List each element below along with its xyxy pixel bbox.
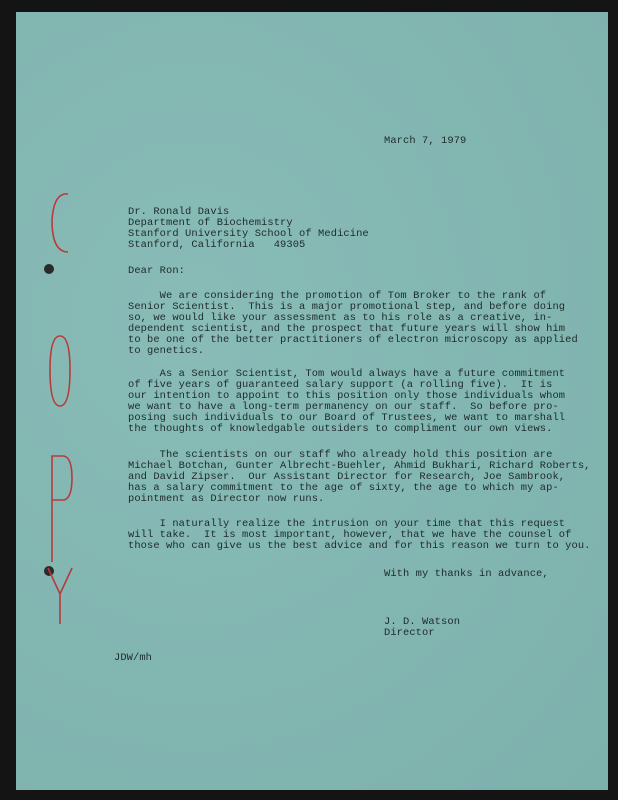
- body-line: to be one of the better practitioners of electron microscopy as applied: [128, 334, 578, 346]
- closing: With my thanks in advance,: [384, 568, 549, 580]
- body-line: of five years of guaranteed salary support (a rolling five). It is: [128, 379, 553, 391]
- copy-stamp-letter-c: [52, 194, 68, 252]
- body-line: will take. It is most important, however, that we have the counsel of: [128, 529, 572, 541]
- signer-name: J. D. Watson: [384, 616, 461, 628]
- body-line: so, we would like your assessment as to his role as a creative, in-: [128, 312, 553, 324]
- address-line: Stanford University School of Medicine: [128, 228, 369, 240]
- body-line: and David Zipser. Our Assistant Director for Research, Joe Sambrook,: [128, 471, 566, 483]
- body-line: We are considering the promotion of Tom Broker to the rank of: [128, 290, 547, 302]
- signer-title: Director: [384, 627, 435, 639]
- copy-stamp-letter-p: [52, 456, 72, 562]
- copy-stamp: [40, 186, 80, 626]
- body-line: our intention to appoint to this position only those individuals whom: [128, 390, 566, 402]
- copy-stamp-letter-y: [48, 568, 72, 624]
- body-line: those who can give us the best advice and for this reason we turn to you.: [128, 540, 591, 552]
- body-line: to genetics.: [128, 345, 205, 357]
- body-line: Senior Scientist. This is a major promotional step, and before doing: [128, 301, 566, 313]
- body-line: I naturally realize the intrusion on your time that this request: [128, 518, 566, 530]
- address-line: Dr. Ronald Davis: [128, 206, 230, 218]
- body-line: pointment as Director now runs.: [128, 493, 325, 505]
- body-line: The scientists on our staff who already hold this position are: [128, 449, 553, 461]
- body-line: dependent scientist, and the prospect that future years will show him: [128, 323, 566, 335]
- address-line: Department of Biochemistry: [128, 217, 293, 229]
- body-line: posing such individuals to our Board of Trustees, we want to marshall: [128, 412, 566, 424]
- salutation: Dear Ron:: [128, 265, 186, 277]
- body-line: we want to have a long-term permanency on our staff. So before pro-: [128, 401, 559, 413]
- letter-date: March 7, 1979: [384, 135, 467, 147]
- body-line: has a salary commitment to the age of sixty, the age to which my ap-: [128, 482, 559, 494]
- address-line: Stanford, California 49305: [128, 239, 306, 251]
- typist-initials: JDW/mh: [114, 652, 153, 664]
- body-line: the thoughts of knowledgable outsiders to compliment our own views.: [128, 423, 553, 435]
- body-line: As a Senior Scientist, Tom would always have a future commitment: [128, 368, 566, 380]
- copy-stamp-letter-o: [50, 336, 70, 406]
- body-line: Michael Botchan, Gunter Albrecht-Buehler, Ahmid Bukhari, Richard Roberts,: [128, 460, 591, 472]
